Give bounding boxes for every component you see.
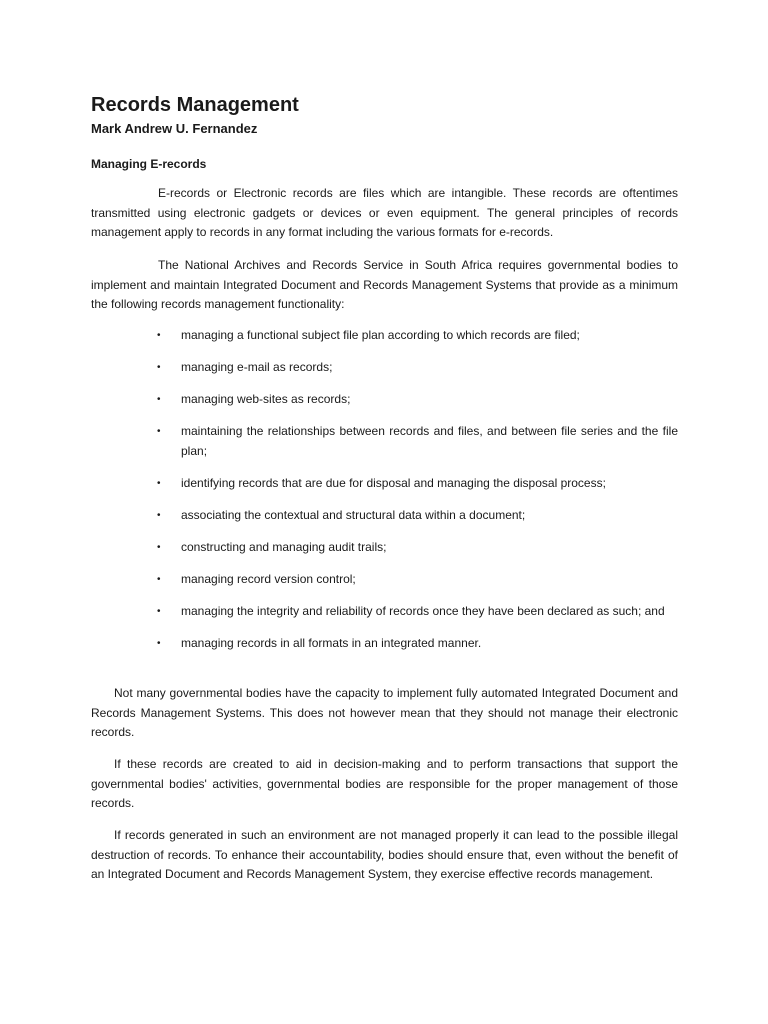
bullet-icon: • — [157, 605, 161, 617]
list-item-text: managing e-mail as records; — [181, 360, 333, 374]
bullet-icon: • — [157, 426, 161, 437]
list-item-text: managing a functional subject file plan according to which records are filed; — [181, 328, 580, 342]
paragraph-intro-1: E-records or Electronic records are files which are intangible. These records are oftentimes transmitted using electronic gadgets or devices or even equipment. The general principles of records management apply to records in any format including the various formats for e-records. — [91, 186, 678, 239]
bullet-icon: • — [157, 330, 161, 341]
list-item — [91, 390, 678, 410]
list-item — [91, 474, 678, 494]
bullet-icon: • — [157, 637, 161, 649]
bullet-icon: • — [157, 394, 161, 405]
list-item — [91, 602, 678, 622]
list-item — [91, 326, 678, 346]
list-item-text: identifying records that are due for disposal and managing the disposal process; — [181, 475, 606, 490]
bullet-icon: • — [157, 509, 161, 521]
list-item-text: maintaining the relationships between records and files, and between file series and the file plan; — [181, 424, 678, 458]
list-item — [91, 506, 678, 526]
list-item — [91, 538, 678, 558]
bullet-icon: • — [157, 541, 161, 553]
document-title: Records Management — [91, 94, 299, 116]
author-name: Mark Andrew U. Fernandez — [91, 121, 258, 136]
bullet-icon: • — [157, 477, 161, 489]
list-item-text: managing record version control; — [181, 571, 356, 586]
list-item-text: constructing and managing audit trails; — [181, 539, 387, 554]
list-item — [91, 634, 678, 654]
list-item-text: associating the contextual and structural data within a document; — [181, 507, 526, 522]
paragraph-intro-2: The National Archives and Records Service in South Africa requires governmental bodies to implement and maintain Integrated Document and Records Management Systems that provide as a minimum the following records management functionality: — [91, 258, 678, 311]
list-item — [91, 358, 678, 378]
list-item-text: managing records in all formats in an integrated manner. — [181, 635, 482, 650]
paragraph-closing-1: Not many governmental bodies have the capacity to implement fully automated Integrated Document and Records Management Systems. This does not however mean that they should not manage their electronic records. — [91, 686, 678, 739]
list-item-text: managing the integrity and reliability of records once they have been declared as such; and — [181, 603, 665, 618]
paragraph-closing-3: If records generated in such an environment are not managed properly it can lead to the possible illegal destruction of records. To enhance their accountability, bodies should ensure that, even without the benefit of an Integrated Document and Records Management System, they exercise effective records management. — [91, 828, 678, 881]
list-item — [91, 570, 678, 590]
list-item — [91, 422, 678, 461]
section-heading: Managing E-records — [91, 157, 207, 171]
bullet-icon: • — [157, 362, 161, 373]
list-item-text: managing web-sites as records; — [181, 392, 351, 406]
bullet-icon: • — [157, 573, 161, 585]
paragraph-closing-2: If these records are created to aid in decision-making and to perform transactions that support the governmental bodies' activities, governmental bodies are responsible for the proper management of those records. — [91, 757, 678, 810]
functionality-list — [91, 326, 678, 666]
